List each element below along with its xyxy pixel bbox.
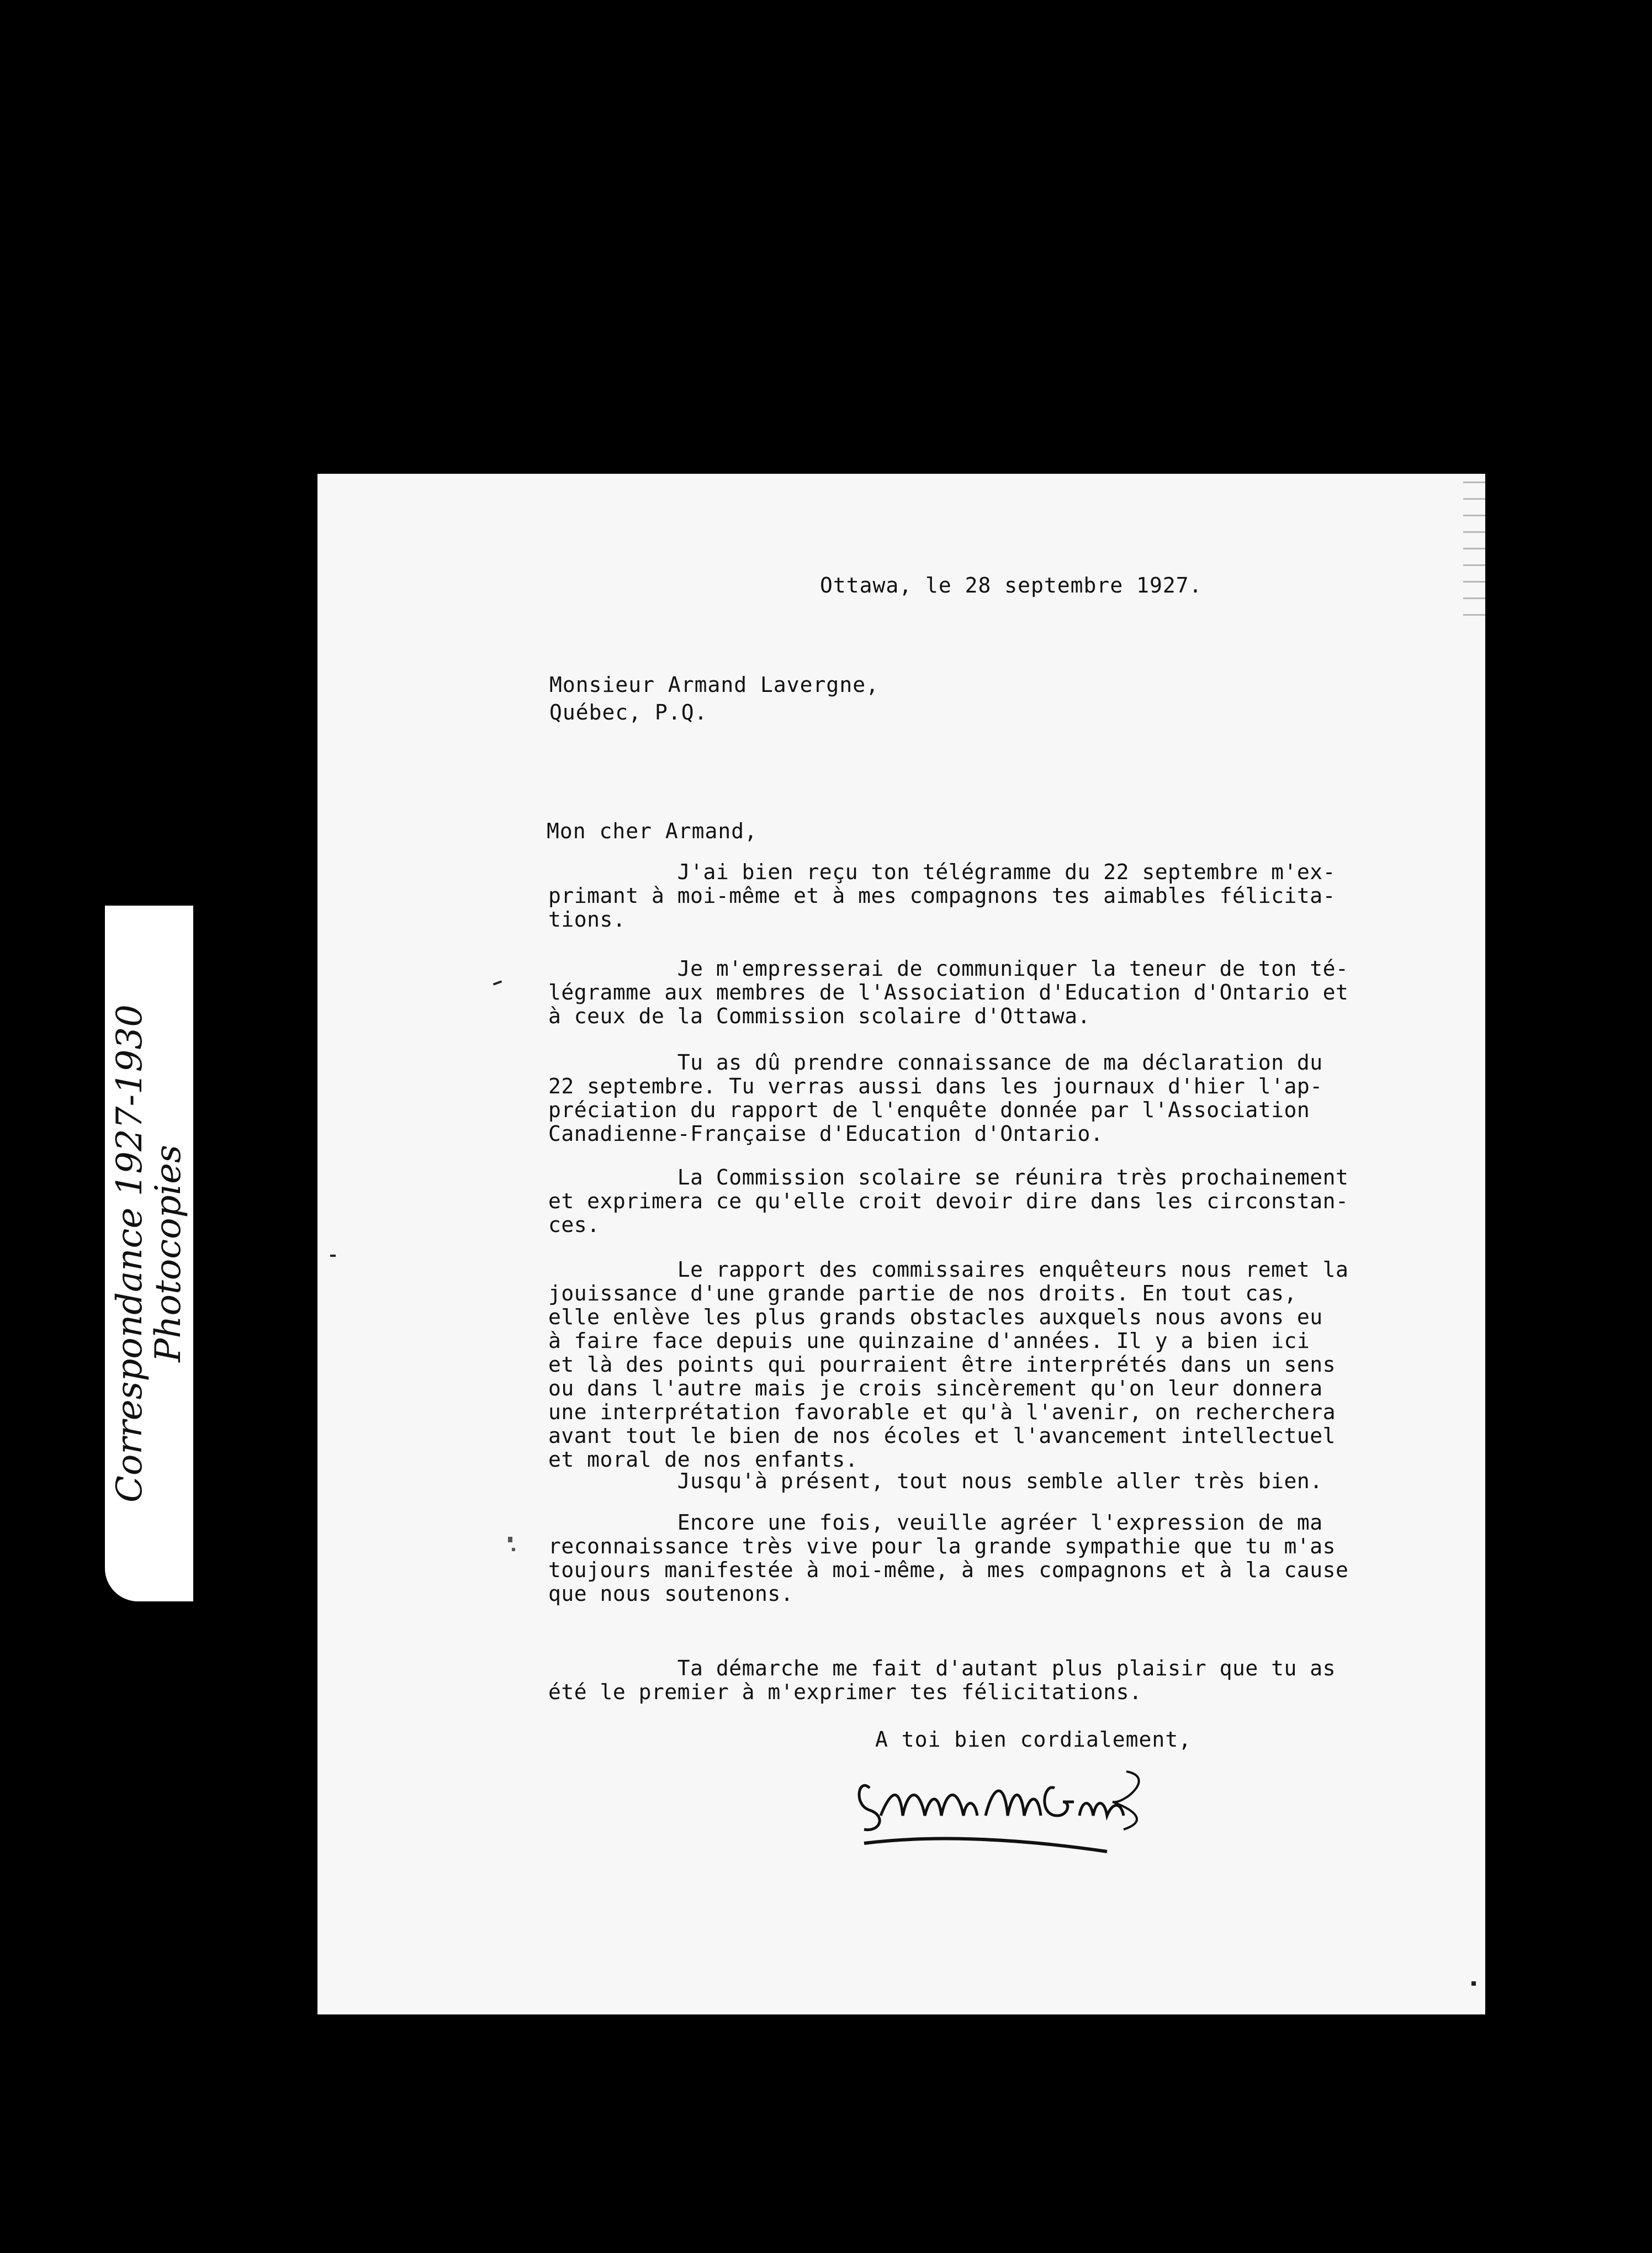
closing: A toi bien cordialement, — [875, 1727, 1192, 1752]
recipient-name: Monsieur Armand Lavergne, — [549, 673, 879, 697]
paragraph-line: Tu as dû prendre connaissance de ma déclaration du — [548, 1050, 1323, 1075]
paragraph-line: ou dans l'autre mais je crois sincèrement qu'on leur donnera — [548, 1376, 1323, 1400]
paragraph-line: avant tout le bien de nos écoles et l'avancement intellectuel — [548, 1424, 1336, 1448]
paragraph-7 — [548, 1511, 1432, 1606]
paragraph-line: 22 septembre. Tu verras aussi dans les journaux d'hier l'ap- — [548, 1074, 1323, 1098]
page-edge-specks — [1463, 474, 1485, 617]
paragraph-line: reconnaissance très vive pour la grande sympathie que tu m'as — [548, 1534, 1336, 1558]
scan-speck — [512, 1548, 515, 1551]
paragraph-line: Le rapport des commissaires enquêteurs nous remet la — [548, 1257, 1349, 1282]
paragraph-line: et moral de nos enfants. — [548, 1447, 859, 1472]
tag-line-1: Correspondance 1927-1930 — [109, 1004, 150, 1503]
paragraph-4 — [548, 1166, 1432, 1237]
paragraph-line: jouissance d'une grande partie de nos droits. En tout cas, — [548, 1281, 1297, 1305]
paragraph-line: J'ai bien reçu ton télégramme du 22 septembre m'ex- — [548, 860, 1336, 884]
scan-speck — [1471, 1981, 1476, 1986]
paragraph-line: elle enlève les plus grands obstacles auxquels nous avons eu — [548, 1305, 1323, 1329]
recipient-location: Québec, P.Q. — [549, 700, 708, 724]
handwritten-signature — [848, 1755, 1146, 1871]
paragraph-3 — [548, 1051, 1432, 1146]
paragraph-line: tions. — [548, 907, 626, 932]
paragraph-line: été le premier à m'exprimer tes félicitations. — [548, 1680, 1142, 1704]
paragraph-line: que nous soutenons. — [548, 1582, 794, 1606]
paragraph-line: Canadienne-Française d'Education d'Ontario. — [548, 1122, 1104, 1146]
letter-page — [317, 474, 1485, 2014]
paragraph-line: une interprétation favorable et qu'à l'avenir, on recherchera — [548, 1400, 1336, 1424]
scan-speck — [508, 1537, 512, 1542]
paragraph-line: ces. — [548, 1213, 600, 1237]
letter-date: Ottawa, le 28 septembre 1927. — [820, 573, 1203, 597]
archive-tag-handwriting — [110, 922, 188, 1585]
paragraph-line: et exprimera ce qu'elle croit devoir dire dans les circonstan- — [548, 1189, 1349, 1213]
paragraph-line: primant à moi-même et à mes compagnons tes aimables félicita- — [548, 884, 1336, 908]
paragraph-line: Je m'empresserai de communiquer la teneur de ton té- — [548, 956, 1349, 981]
salutation: Mon cher Armand, — [547, 819, 758, 843]
archive-tag-card — [105, 906, 193, 1601]
scan-mark — [330, 1255, 336, 1257]
paragraph-1 — [548, 860, 1432, 932]
paragraph-6 — [548, 1469, 1432, 1493]
paragraph-line: Jusqu'à présent, tout nous semble aller très bien. — [548, 1469, 1323, 1493]
paragraph-2 — [548, 957, 1432, 1028]
tag-line-2: Photocopies — [148, 1145, 189, 1362]
paragraph-line: Encore une fois, veuille agréer l'expression de ma — [548, 1510, 1323, 1535]
paragraph-line: toujours manifestée à moi-même, à mes compagnons et à la cause — [548, 1558, 1349, 1582]
paragraph-line: à ceux de la Commission scolaire d'Ottawa. — [548, 1004, 1090, 1028]
paragraph-line: Ta démarche me fait d'autant plus plaisir que tu as — [548, 1656, 1336, 1680]
paragraph-line: à faire face depuis une quinzaine d'années. Il y a bien ici — [548, 1329, 1310, 1353]
paragraph-line: La Commission scolaire se réunira très prochainement — [548, 1165, 1349, 1189]
paragraph-line: légramme aux membres de l'Association d'Education d'Ontario et — [548, 980, 1349, 1004]
paragraph-5 — [548, 1258, 1432, 1472]
paragraph-8 — [548, 1657, 1432, 1704]
paragraph-line: préciation du rapport de l'enquête donnée par l'Association — [548, 1098, 1310, 1122]
paragraph-line: et là des points qui pourraient être interprétés dans un sens — [548, 1352, 1336, 1377]
